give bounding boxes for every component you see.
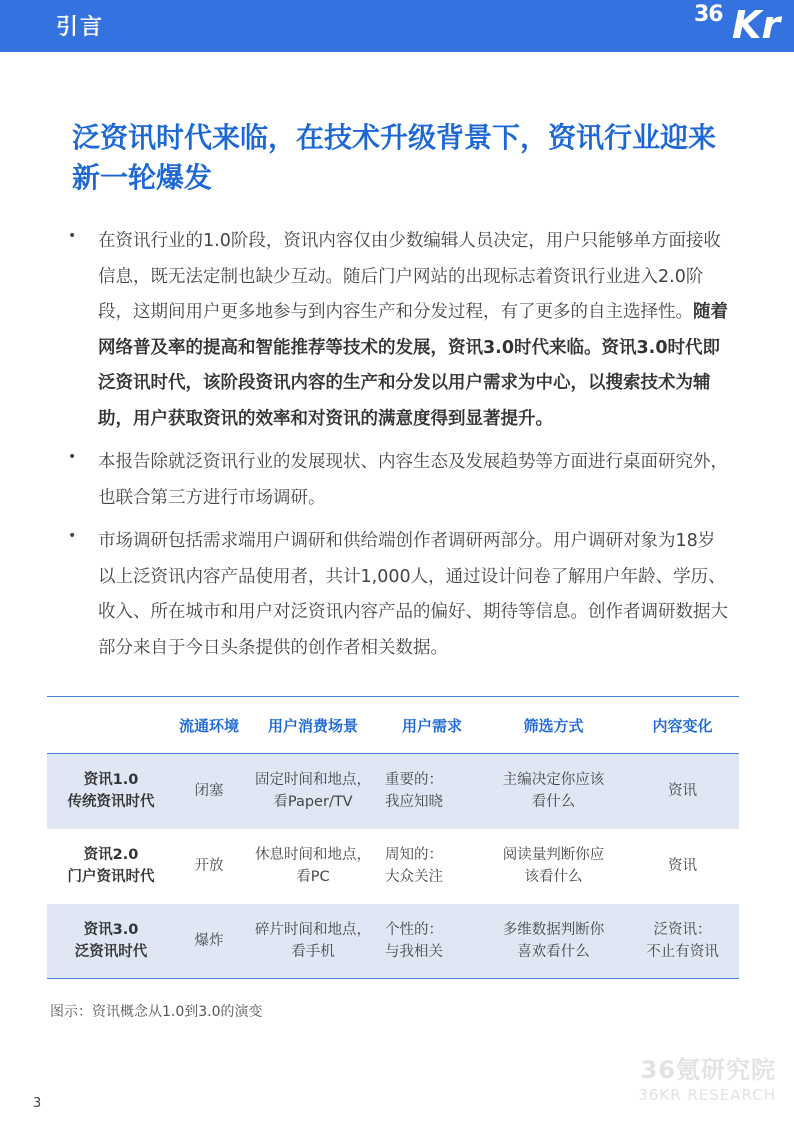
table-header-row bbox=[47, 697, 739, 754]
filter-cell: 阅读量判断你应 该看什么 bbox=[502, 847, 605, 885]
evolution-table bbox=[47, 696, 739, 979]
bullet-item bbox=[68, 224, 728, 437]
table-header-cell: 内容变化 bbox=[626, 697, 739, 754]
table-row bbox=[47, 829, 739, 904]
watermark-cn: 36氪研究院 bbox=[640, 1056, 776, 1084]
era-cell: 资讯1.0 传统资讯时代 bbox=[47, 754, 175, 829]
table-header-cell: 用户消费场景 bbox=[243, 697, 383, 754]
circulation-cell: 爆炸 bbox=[175, 904, 243, 979]
bullet-bold-text: 随着网络普及率的提高和智能推荐等技术的发展，资讯3.0时代来临。资讯3.0时代即泛资讯时代，该阶段资讯内容的生产和分发以用户需求为中心，以搜索技术为辅助，用户获取资讯的效率和对资讯的满意度得到显著提升。 bbox=[98, 302, 728, 429]
36kr-logo bbox=[694, 0, 794, 52]
content-cell: 资讯 bbox=[668, 858, 697, 874]
bullet-text: 市场调研包括需求端用户调研和供给端创作者调研两部分。用户调研对象为18岁以上泛资讯内容产品使用者，共计1,000人，通过设计问卷了解用户年龄、学历、收入、所在城市和用户对泛资讯内容产品的偏好、期待等信息。创作者调研数据大部分来自于今日头条提供的创作者相关数据。 bbox=[98, 531, 728, 658]
bullet-item bbox=[68, 445, 728, 516]
scene-cell: 固定时间和地点， 看Paper/TV bbox=[243, 754, 383, 829]
filter-cell: 多维数据判断你 喜欢看什么 bbox=[481, 904, 626, 979]
scene-cell: 碎片时间和地点， 看手机 bbox=[243, 904, 383, 979]
36kr-research-watermark bbox=[638, 1055, 776, 1105]
header-bar bbox=[0, 0, 794, 52]
bullet-text bbox=[98, 224, 728, 437]
bullet-list bbox=[68, 224, 728, 674]
content-cell: 资讯 bbox=[626, 754, 739, 829]
bullet-plain-text: 在资讯行业的1.0阶段，资讯内容仅由少数编辑人员决定，用户只能够单方面接收信息，既无法定制也缺少互动。随后门户网站的出现标志着资讯行业进入2.0阶段，这期间用户更多地参与到内容生产和分发过程，有了更多的自主选择性。 bbox=[98, 231, 721, 322]
need-cell: 个性的： 与我相关 bbox=[383, 904, 481, 979]
bullet-text: 本报告除就泛资讯行业的发展现状、内容生态及发展趋势等方面进行桌面研究外，也联合第三方进行市场调研。 bbox=[98, 452, 728, 508]
figure-caption: 图示：资讯概念从1.0到3.0的演变 bbox=[50, 1004, 263, 1020]
need-cell: 重要的： 我应知晓 bbox=[383, 754, 481, 829]
watermark-en: 36KR RESEARCH bbox=[638, 1086, 776, 1104]
content-cell: 泛资讯： 不止有资讯 bbox=[626, 904, 739, 979]
filter-cell: 主编决定你应该 看什么 bbox=[481, 754, 626, 829]
table-header-cell: 用户需求 bbox=[383, 697, 481, 754]
bullet-dot-icon: • bbox=[68, 528, 77, 544]
circulation-cell: 开放 bbox=[194, 858, 224, 874]
page-number: 3 bbox=[33, 1096, 42, 1111]
logo-letters: Kr bbox=[732, 3, 781, 47]
table-row bbox=[47, 754, 739, 829]
bullet-item bbox=[68, 524, 728, 666]
table-row bbox=[47, 904, 739, 979]
bullet-dot-icon: • bbox=[68, 228, 77, 244]
era-cell: 资讯2.0 门户资讯时代 bbox=[67, 847, 155, 885]
section-tab: 引言 bbox=[56, 15, 105, 40]
circulation-cell: 闭塞 bbox=[175, 754, 243, 829]
page-title: 泛资讯时代来临，在技术升级背景下，资讯行业迎来新一轮爆发 bbox=[72, 121, 717, 194]
table-header-cell bbox=[47, 697, 175, 754]
era-cell: 资讯3.0 泛资讯时代 bbox=[47, 904, 175, 979]
table-header-cell: 筛选方式 bbox=[481, 697, 626, 754]
logo-number: 36 bbox=[694, 2, 723, 27]
table-header-cell: 流通环境 bbox=[175, 697, 243, 754]
need-cell: 周知的： 大众关注 bbox=[385, 847, 443, 885]
scene-cell: 休息时间和地点， 看PC bbox=[255, 847, 371, 885]
bullet-dot-icon: • bbox=[68, 449, 77, 465]
